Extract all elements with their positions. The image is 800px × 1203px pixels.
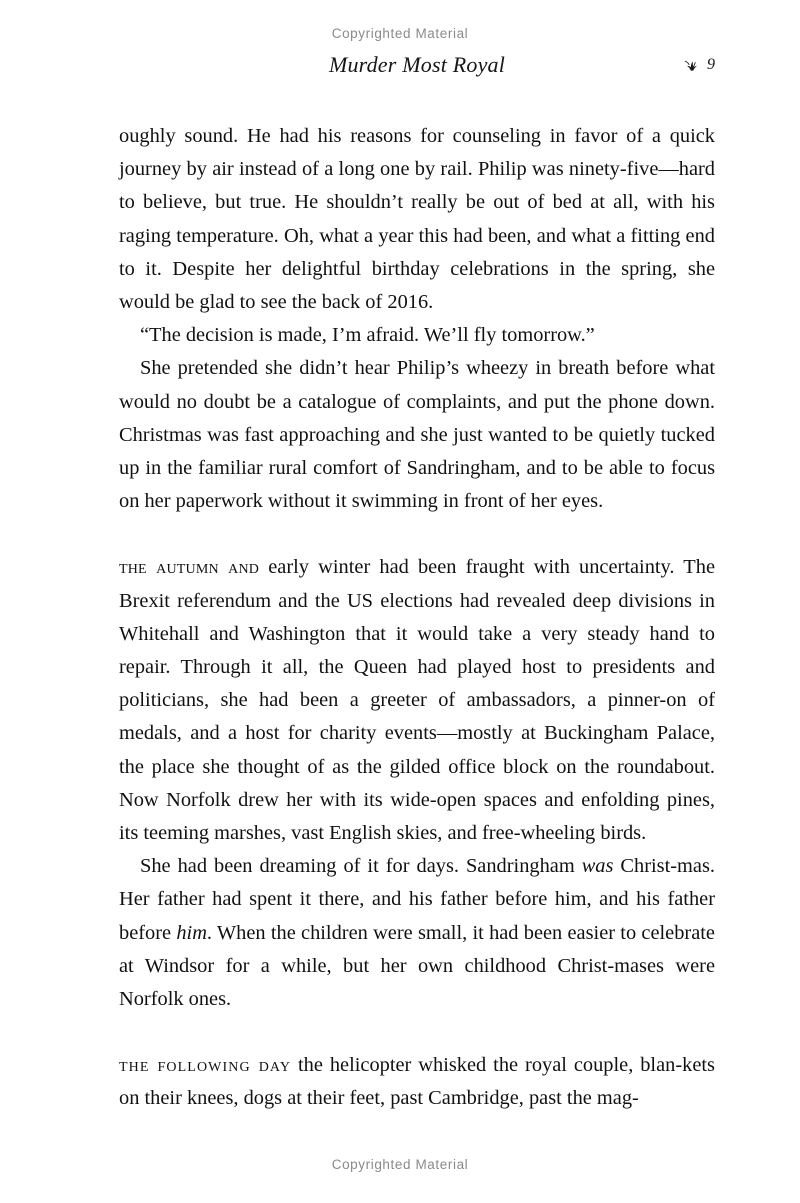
- page-number: 9: [707, 56, 715, 73]
- paragraph-3: She pretended she didn’t hear Philip’s wheezy in breath before what would no doubt be a catalogue of complaints, and put the phone down. Christmas was fast approaching and she just wanted to be quietly tucked up in the familiar rural comfort of Sandringham, and to be able to focus on her paperwork without it swimming in front of her eyes.: [119, 357, 715, 513]
- paragraph-5-italic-was: was: [581, 855, 614, 878]
- body-text: [119, 120, 715, 1116]
- small-caps-lead-following-day: the following day: [119, 1054, 292, 1077]
- paragraph-5-text-part2: Christ-mas. Her father had spent it there, and his father before him, and his father before: [119, 855, 715, 944]
- paragraph-5-text-part3: . When the children were small, it had been easier to celebrate at Windsor for a while, but her own childhood Christ-mases were Norfolk ones.: [119, 921, 715, 1011]
- paragraph-6: [119, 1049, 715, 1115]
- copyright-watermark-bottom: Copyrighted Material: [331, 1157, 469, 1172]
- leaf-ornament-icon: [683, 58, 698, 73]
- paragraph-5-text-part1: She had been dreaming of it for days. Sandringham: [140, 855, 582, 878]
- paragraph-2: “The decision is made, I’m afraid. We’ll fly tomorrow.”: [140, 324, 595, 347]
- small-caps-lead-autumn: the autumn and: [119, 556, 260, 579]
- paragraph-5: [119, 850, 715, 1016]
- paragraph-6-text: the helicopter whisked the royal couple, blan-kets on their knees, dogs at their feet, past Cambridge, past the mag-: [119, 1054, 715, 1110]
- paragraph-4-text: early winter had been fraught with uncertainty. The Brexit referendum and the US elections had revealed deep divisions in Whitehall and Washington that it would take a very steady hand to repair. Through it all, the Queen had played host to presidents and politicians, she had been a greeter of ambassadors, a pinner-on of medals, and a host for charity events—mostly at Buckingham Palace, the place she thought of as the gilded office block on the roundabout. Now Norfolk drew her with its wide-open spaces and enfolding pines, its teeming marshes, vast English skies, and free-wheeling birds.: [119, 556, 716, 845]
- page-title: Murder Most Royal: [328, 52, 506, 77]
- paragraph-5-italic-him: him: [176, 921, 207, 944]
- copyright-watermark-top: Copyrighted Material: [331, 26, 469, 41]
- running-head: [119, 52, 715, 82]
- paragraph-4: [119, 551, 715, 850]
- folio: [683, 56, 715, 74]
- paragraph-1: oughly sound. He had his reasons for counseling in favor of a quick journey by air instead of a long one by rail. Philip was ninety-five—hard to believe, but true. He shouldn’t really be out of bed at all, with his raging temperature. Oh, what a year this had been, and what a fitting end to it. Despite her delightful birthday celebrations in the spring, she would be glad to see the back of 2016.: [119, 125, 715, 314]
